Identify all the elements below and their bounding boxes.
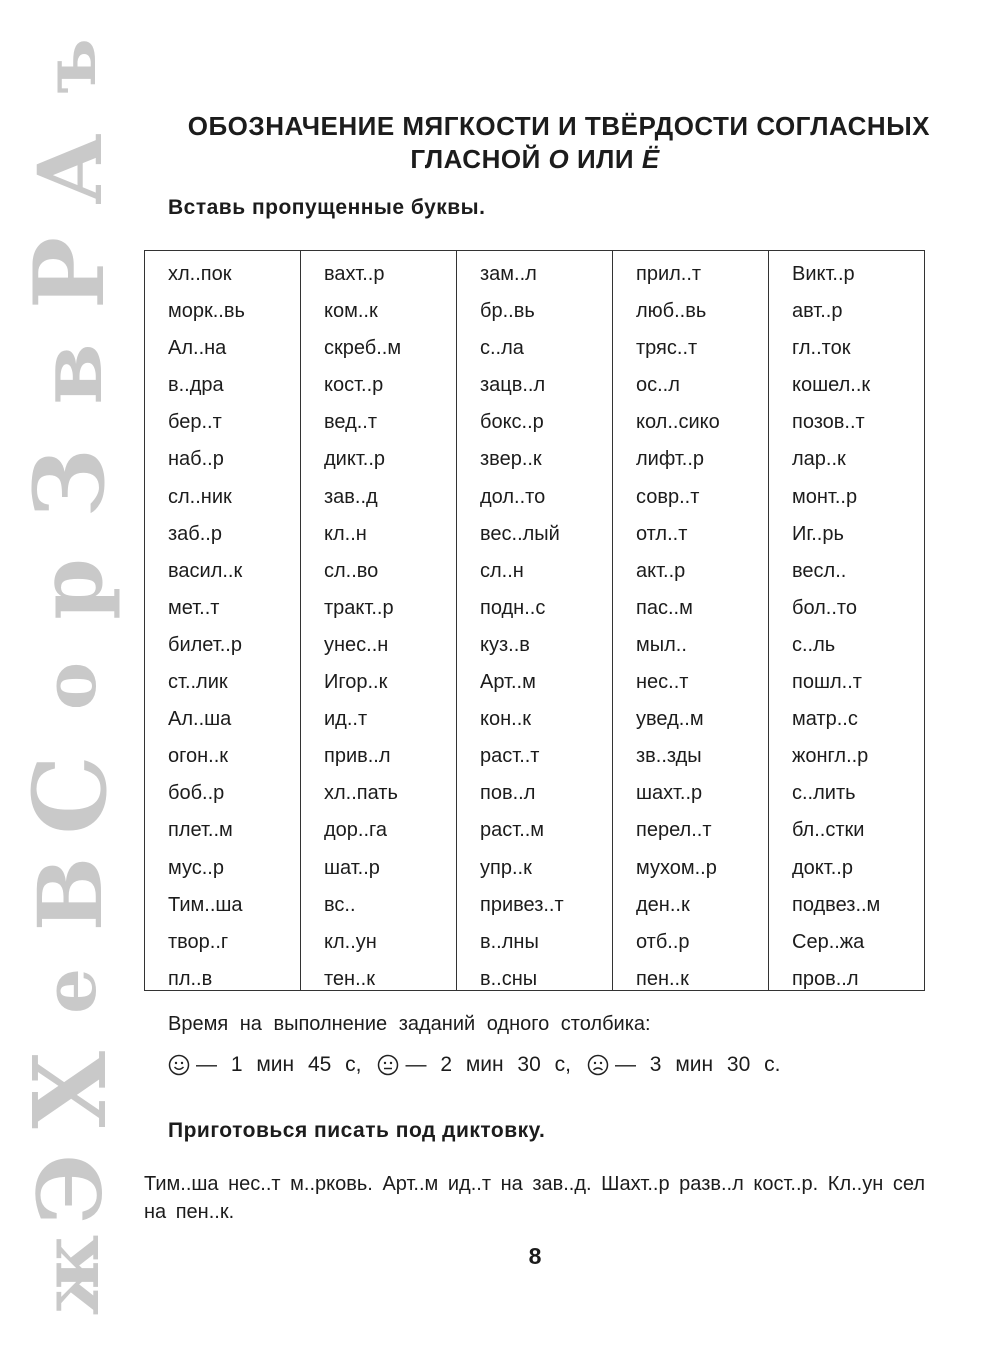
title-line-2 xyxy=(140,143,930,176)
word-cell: отб..р xyxy=(636,930,690,953)
word-cell: монт..р xyxy=(792,485,858,508)
word-cell: лифт..р xyxy=(636,448,705,471)
word-cell: весл.. xyxy=(792,559,847,582)
word-cell: морк..вь xyxy=(168,300,245,323)
word-cell: пен..к xyxy=(636,967,689,990)
word-cell: с..ль xyxy=(792,633,836,656)
word-cell: кол..сико xyxy=(636,411,720,434)
time-limit-item xyxy=(587,1053,780,1077)
word-cell: хл..пать xyxy=(324,782,398,805)
word-cell: огон..к xyxy=(168,745,229,768)
word-cell: увед..м xyxy=(636,708,704,731)
smiley-face-icon xyxy=(168,1054,190,1076)
side-letter: в xyxy=(18,343,122,405)
word-cell: твор..г xyxy=(168,930,229,953)
title-or: ИЛИ xyxy=(569,144,642,174)
word-cell: пов..л xyxy=(480,782,536,805)
word-cell: заб..р xyxy=(168,522,222,545)
word-cell: люб..вь xyxy=(636,300,707,323)
word-cell: дол..то xyxy=(480,485,546,508)
time-limit-text: — 2 мин 30 с, xyxy=(405,1053,571,1076)
title-letter-yo: Ё xyxy=(641,144,660,174)
word-cell: докт..р xyxy=(792,856,853,879)
word-cell: вс.. xyxy=(324,893,356,916)
word-cell: дор..га xyxy=(324,819,388,842)
word-cell: бер..т xyxy=(168,411,222,434)
title-letter-o: О xyxy=(548,144,570,174)
word-cell: кост..р xyxy=(324,374,384,397)
word-cell: бл..стки xyxy=(792,819,865,842)
word-cell: скреб..м xyxy=(324,337,402,360)
neutral-face-icon xyxy=(377,1054,399,1076)
word-cell: привез..т xyxy=(480,893,564,916)
title-line-1: ОБОЗНАЧЕНИЕ МЯГКОСТИ И ТВЁРДОСТИ СОГЛАСНЫХ xyxy=(187,111,930,141)
side-letter: А xyxy=(18,133,122,205)
word-cell: тракт..р xyxy=(324,596,394,619)
word-cell: подвез..м xyxy=(792,893,881,916)
word-cell: зацв..л xyxy=(480,374,546,397)
word-cell: акт..р xyxy=(636,559,686,582)
decorative-alphabet-strip xyxy=(11,30,130,1330)
word-cell: с..ла xyxy=(480,337,524,360)
word-cell: звер..к xyxy=(480,448,542,471)
word-cell: Сер..жа xyxy=(792,930,865,953)
word-cell: пров..л xyxy=(792,967,859,990)
word-cell: авт..р xyxy=(792,300,843,323)
time-limits xyxy=(168,1053,796,1077)
word-cell: кл..ун xyxy=(324,930,377,953)
word-cell: тряс..т xyxy=(636,337,698,360)
side-letter: В xyxy=(18,856,122,932)
word-cell: пошл..т xyxy=(792,671,862,694)
word-cell: жонгл..р xyxy=(792,745,869,768)
word-cell: в..лны xyxy=(480,930,539,953)
word-cell: Игор..к xyxy=(324,671,388,694)
word-cell: бол..то xyxy=(792,596,857,619)
time-limit-text: — 1 мин 45 с, xyxy=(196,1053,362,1076)
side-letter: ъ xyxy=(27,38,112,94)
side-letter: Э xyxy=(18,1154,122,1224)
word-cell: зав..д xyxy=(324,485,378,508)
side-letter: о xyxy=(27,661,112,711)
word-cell: Ал..ша xyxy=(168,708,232,731)
time-limit-item xyxy=(377,1053,570,1077)
side-letter: Х xyxy=(11,1051,129,1129)
title-prefix: ГЛАСНОЙ xyxy=(410,144,549,174)
word-cell: унес..н xyxy=(324,633,389,656)
word-cell: мет..т xyxy=(168,596,220,619)
word-cell: плет..м xyxy=(168,819,233,842)
word-cell: ид..т xyxy=(324,708,368,731)
word-cell: Ал..на xyxy=(168,337,227,360)
word-cell: прив..л xyxy=(324,745,391,768)
word-cell: позов..т xyxy=(792,411,865,434)
word-cell: Викт..р xyxy=(792,263,855,285)
word-cell: билет..р xyxy=(168,633,242,656)
word-cell: нес..т xyxy=(636,671,689,694)
word-cell: шахт..р xyxy=(636,782,703,805)
word-cell: шат..р xyxy=(324,856,380,879)
dictation-instruction: Приготовься писать под диктовку. xyxy=(168,1119,546,1142)
word-cell: подн..с xyxy=(480,596,546,619)
word-cell: с..лить xyxy=(792,782,856,805)
word-cell: перел..т xyxy=(636,819,712,842)
word-column xyxy=(613,251,769,990)
word-cell: кошел..к xyxy=(792,374,871,397)
side-letter: С xyxy=(11,755,129,835)
page-title xyxy=(140,110,930,176)
word-cell: мухом..р xyxy=(636,856,717,879)
word-cell: раст..т xyxy=(480,745,540,768)
word-cell: кл..н xyxy=(324,522,367,545)
word-cell: зв..зды xyxy=(636,745,702,768)
word-cell: зам..л xyxy=(480,263,537,285)
sad-face-icon xyxy=(587,1054,609,1076)
word-cell: Арт..м xyxy=(480,671,536,694)
word-cell: тен..к xyxy=(324,967,375,990)
word-cell: в..дра xyxy=(168,374,224,397)
word-column xyxy=(145,251,301,990)
word-cell: в..сны xyxy=(480,967,538,990)
word-cell: прил..т xyxy=(636,263,702,285)
word-cell: васил..к xyxy=(168,559,243,582)
word-cell: раст..м xyxy=(480,819,545,842)
word-cell: ком..к xyxy=(324,300,378,323)
word-cell: куз..в xyxy=(480,633,530,656)
side-letter: е xyxy=(27,968,112,1014)
word-cell: бр..вь xyxy=(480,300,535,323)
dictation-text: Тим..ша нес..т м..рковь. Арт..м ид..т на зав..д. Шахт..р разв..л кост..р. Кл..ун сел на пен..к. xyxy=(144,1173,925,1223)
word-cell: ден..к xyxy=(636,893,690,916)
word-cell: упр..к xyxy=(480,856,532,879)
time-limit-text: — 3 мин 30 с. xyxy=(614,1053,781,1076)
word-cell: мыл.. xyxy=(636,633,687,656)
side-letter: З xyxy=(13,448,126,518)
word-cell: хл..пок xyxy=(168,263,232,285)
task-instruction: Вставь пропущенные буквы. xyxy=(168,196,486,219)
word-column xyxy=(457,251,613,990)
word-cell: вед..т xyxy=(324,411,378,434)
word-cell: бокс..р xyxy=(480,411,544,434)
word-table xyxy=(144,250,925,991)
word-cell: Тим..ша xyxy=(168,893,243,916)
word-cell: совр..т xyxy=(636,485,700,508)
word-cell: отл..т xyxy=(636,522,688,545)
word-cell: вахт..р xyxy=(324,263,385,285)
side-letter: р xyxy=(18,558,122,620)
word-cell: сл..ник xyxy=(168,485,232,508)
word-cell: сл..во xyxy=(324,559,379,582)
word-cell: матр..с xyxy=(792,708,858,731)
side-letter: ж xyxy=(23,1234,117,1316)
word-cell: пас..м xyxy=(636,596,693,619)
word-cell: кон..к xyxy=(480,708,532,731)
word-cell: ос..л xyxy=(636,374,680,397)
word-cell: наб..р xyxy=(168,448,224,471)
time-label: Время на выполнение заданий одного столбика: xyxy=(168,1013,651,1035)
word-cell: боб..р xyxy=(168,782,225,805)
time-limit-item xyxy=(168,1053,361,1077)
word-cell: Иг..рь xyxy=(792,522,844,545)
word-cell: ст..лик xyxy=(168,671,228,694)
word-cell: лар..к xyxy=(792,448,846,471)
word-cell: пл..в xyxy=(168,967,213,990)
word-column xyxy=(301,251,457,990)
word-column xyxy=(769,251,924,990)
word-cell: сл..н xyxy=(480,559,524,582)
side-letter: Р xyxy=(13,236,126,310)
page-number: 8 xyxy=(528,1243,542,1269)
word-cell: мус..р xyxy=(168,856,224,879)
word-cell: дикт..р xyxy=(324,448,385,471)
word-cell: гл..ток xyxy=(792,337,851,360)
word-cell: вес..лый xyxy=(480,522,560,545)
